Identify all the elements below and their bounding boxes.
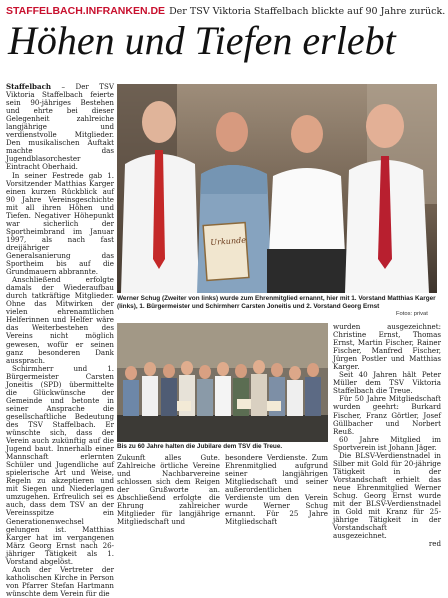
article-column-bottom-2: besondere Verdienste. Zum Ehrenmitglied aufgrund seiner langjährigen Mitgliedschaft und seiner außerordentlichen Verdienste um den Verein wurde Werner Schug ernannt. Für 25 Jahre Mitgliedschaft [225,453,328,527]
dateline: Staffelbach [6,82,52,91]
kicker-line [6,4,445,18]
group-photo-caption: Bis zu 60 Jahre halten die Jubilare dem TSV die Treue. [117,443,283,450]
body-paragraph: In seiner Festrede gab 1. Vorsitzender Matthias Karger einen kurzen Rückblick auf 90 Jahre Vereinsgeschichte mit all ihren Höhen und Tiefen. Negativer Höhepunkt war sicherlich der Sportheimbrand im Januar 1997, als nach fast dreijähriger Generalsanierung das Sportheim bis auf die Grundmauern abbrannte. [6,170,114,277]
group-photo [117,323,328,442]
body-paragraph: Anschließend erfolgte damals der Wiederaufbau durch tatkräftige Mitglieder. Ohne das Mitwirken der vielen ehrenamtlichen Helferinnen und Helfer wäre das Weiterbestehen des Vereins nicht möglich gewesen, wofür er seinen ganz besonderen Dank aussprach. [6,275,114,365]
headline: Höhen und Tiefen erlebt [8,18,396,63]
article-column-left [6,82,114,598]
lead-paragraph: Staffelbach – Der TSV Viktoria Staffelbach feierte sein 90-jähriges Bestehen und ehrte bei dieser Gelegenheit zahlreiche langjährige und verdienstvolle Mitglieder. Den musikalischen Auftakt machte das Jugendblasorchester Eintracht Oberhaid. [6,82,114,172]
body-paragraph: Auch der Vertreter der katholischen Kirche in Person von Pfarrer Stefan Hartmann wünschte dem Verein für die [6,564,114,598]
main-photo-illustration [117,84,437,293]
photo-credit: Fotos: privat [396,311,428,317]
article-column-bottom-1: Zukunft alles Gute. Zahlreiche örtliche Vereine und Nachbarvereine schlossen sich dem Reigen der Grußworte an. Abschließend erfolgte die Ehrung zahlreicher Mitglieder für langjährige Mitgliedschaft und [117,453,220,527]
main-photo-caption: Werner Schug (Zweiter von links) wurde zum Ehrenmitglied ernannt, hier mit 1. Vorstand Matthias Karger (links), 1. Bürgermeister und Schirmherr Carsten Joneitis und 2. Vorstand Georg Ernst [117,295,436,310]
body-paragraph: Schirmherr und 1. Bürgermeister Carsten Joneitis (SPD) übermittelte die Glückwünsche der Gemeinde und betonte in seiner Ansprache die gesellschaftliche Bedeutung des TSV Staffelbach. Er wünschte sich, dass der Verein auch zukünftig auf die Jugend baut. Innerhalb einer Mannschaft erlernten Schüler und Jugendliche auf spielerische Art und Weise, Regeln zu akzeptieren und mit Siegen und Niederlagen umzugehen. Erfreulich sei es auch, dass dem TSV an der Vereinsspitze ein Generationenwechsel gelungen ist. Matthias Karger hat im vergangenen März Georg Ernst nach 26-jähriger Tätigkeit als 1. Vorstand abgelöst. [6,363,114,566]
group-photo-illustration [117,323,328,442]
main-photo [117,84,437,293]
source-label: STAFFELBACH.INFRANKEN.DE [6,5,166,17]
author-tag: red [428,539,441,549]
article-column-right: wurden ausgezeichnet: Christine Ernst, Thomas Ernst, Martin Fischer, Rainer Fischer, Manfred Fischer, Jürgen Postler und Matthias Karger. Seit 40 Jahren hält Peter Müller dem TSV Viktoria Staffelbach die Treue. Für 50 Jahre Mitgliedschaft wurden geehrt: Burkard Fischer, Franz Görtler, Josef Güllbacher und Norbert Reuß. 60 Jahre Mitglied im Sportverein ist Johann Jäger. Die BLSV-Verdienstnadel in Silber mit Gold für 20-jährige Tätigkeit in der Vorstandschaft erhielt das neue Ehrenmitglied Werner Schug. Georg Ernst wurde mit der BLSV-Verdienstnadel in Gold mit Kranz für 25-jährige Tätigkeit in der Vorstandschaft ausgezeichnet. red [333,322,441,549]
certificate-text: Urkunde [210,235,247,248]
teaser-text: Der TSV Viktoria Staffelbach blickte auf 90 Jahre zurück. [169,5,446,17]
